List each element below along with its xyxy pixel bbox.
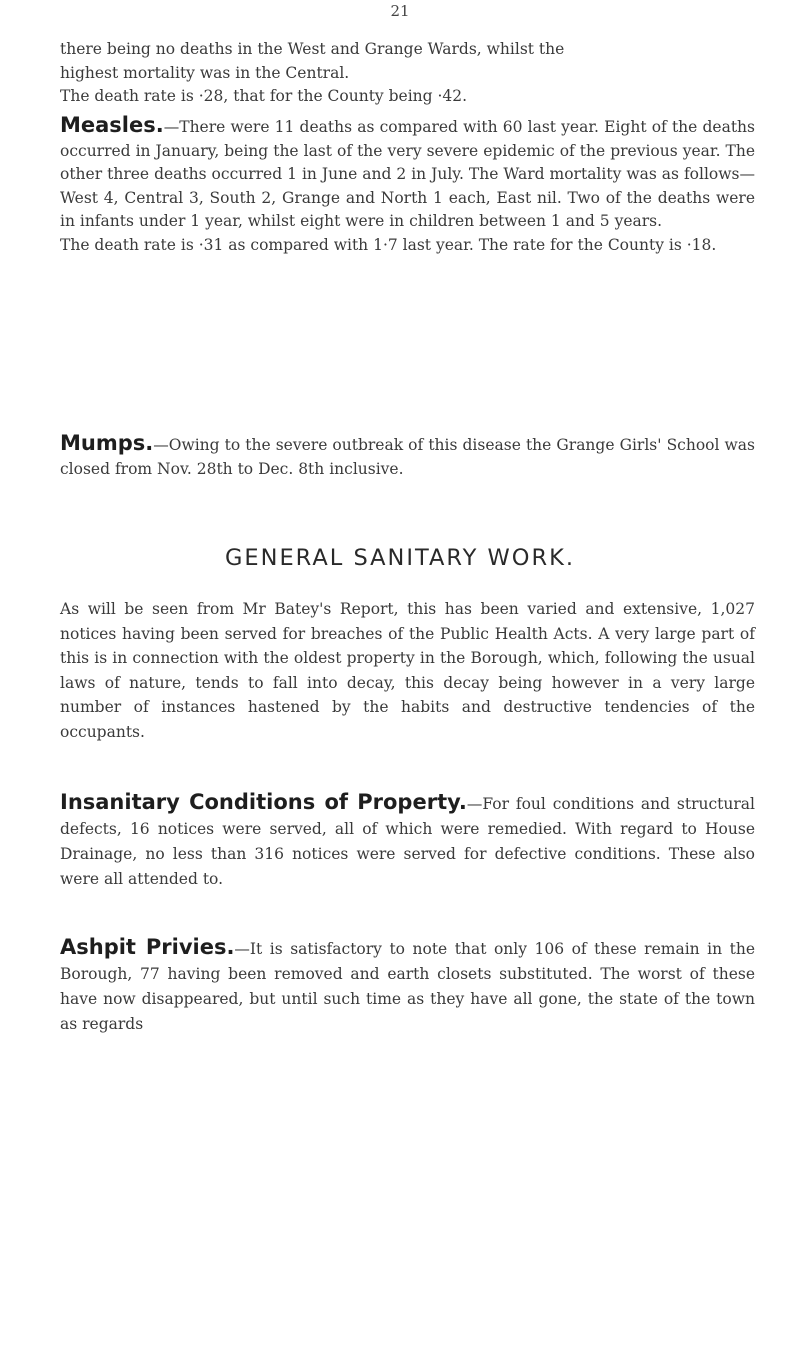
ashpit-heading: Ashpit Privies. bbox=[60, 935, 235, 959]
mumps-heading: Mumps. bbox=[60, 431, 154, 455]
insanitary-section bbox=[60, 790, 755, 892]
general-paragraph: As will be seen from Mr Batey's Report, this has been varied and extensive, 1,027 notices having been served for breaches of the Public Health Acts. A very large part of this is in connection with the oldest property in the Borough, which, following the usual laws of nature, tends to fall into decay, this decay being however in a very large number of instances hastened by the habits and destructive tendencies of the occupants. bbox=[60, 600, 755, 741]
insanitary-heading: Insanitary Conditions of Property. bbox=[60, 790, 467, 814]
intro-paragraph bbox=[60, 38, 755, 109]
measles-section bbox=[60, 114, 755, 257]
mumps-text: —Owing to the severe outbreak of this disease the Grange Girls' School was closed from Nov. 28th to Dec. 8th inclusive. bbox=[60, 436, 755, 478]
intro-line-2: highest mortality was in the Central. bbox=[60, 63, 350, 82]
ashpit-section bbox=[60, 935, 755, 1037]
measles-text: —There were 11 deaths as compared with 60 last year. Eight of the deaths occurred in January, being the last of the very severe epidemic of the previous year. The other three deaths occurred 1 in June and 2 in July. The Ward mortality was as follows—West 4, Central 3, South 2, Grange and North 1 each, East nil. Two of the deaths were in infants under 1 year, whilst eight were in children between 1 and 5 years. bbox=[60, 118, 755, 230]
ashpit-text: —It is satisfactory to note that only 106 of these remain in the Borough, 77 having been removed and earth closets substituted. The worst of these have now disappeared, but until such time as they have all gone, the state of the town as regards bbox=[60, 940, 755, 1033]
intro-line-3: The death rate is ·28, that for the County being ·42. bbox=[60, 87, 468, 105]
insanitary-text: —For foul conditions and structural defects, 16 notices were served, all of which were remedied. With regard to House Drainage, no less than 316 notices were served for defective conditions. These also were all attended to. bbox=[60, 795, 755, 888]
section-title-general-sanitary-work: GENERAL SANITARY WORK. bbox=[224, 545, 576, 571]
mumps-section bbox=[60, 432, 755, 481]
intro-line-1: there being no deaths in the West and Grange Wards, whilst the bbox=[60, 40, 565, 58]
measles-heading: Measles. bbox=[60, 113, 164, 137]
measles-rate: The death rate is ·31 as compared with 1·7 last year. The rate for the County is ·18. bbox=[60, 235, 717, 254]
page-number: 21 bbox=[390, 2, 410, 20]
